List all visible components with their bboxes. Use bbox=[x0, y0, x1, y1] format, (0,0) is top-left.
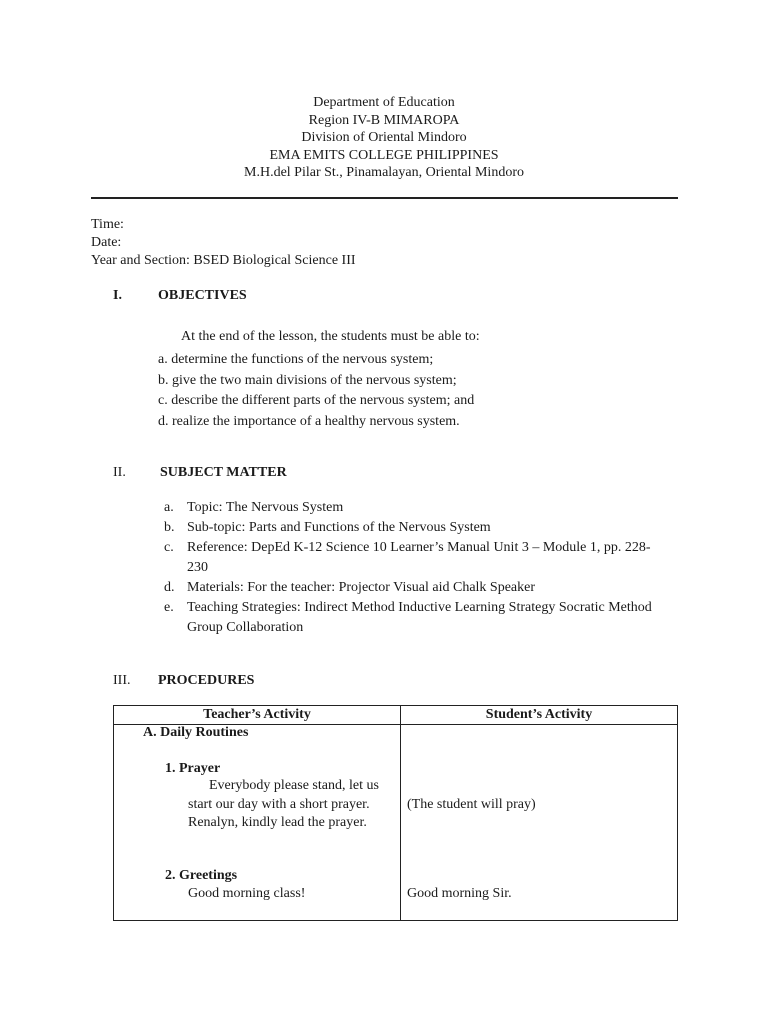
objectives-list bbox=[158, 350, 474, 433]
prayer-text-line1: Everybody please stand, let us bbox=[209, 778, 379, 793]
objectives-intro: At the end of the lesson, the students must be able to: bbox=[181, 329, 480, 344]
time-label: Time: bbox=[91, 217, 124, 232]
greetings-student-text: Good morning Sir. bbox=[407, 886, 512, 901]
date-label: Date: bbox=[91, 235, 122, 250]
procedures-table bbox=[113, 705, 678, 921]
greetings-teacher-text: Good morning class! bbox=[188, 886, 306, 901]
objective-item: d. realize the importance of a healthy nervous system. bbox=[158, 414, 460, 430]
header-divider bbox=[91, 197, 678, 199]
objective-item: a. determine the functions of the nervous system; bbox=[158, 352, 434, 367]
list-text: Reference: DepEd K-12 Science 10 Learner’s Manual Unit 3 – Module 1, pp. 228-230 bbox=[187, 540, 651, 575]
table-header-row bbox=[114, 706, 678, 725]
year-section-label: Year and Section: BSED Biological Science III bbox=[91, 253, 356, 268]
greetings-label: 2. Greetings bbox=[165, 868, 238, 883]
list-marker: d. bbox=[164, 580, 175, 595]
list-item bbox=[164, 518, 664, 538]
list-marker: b. bbox=[164, 520, 175, 535]
table-row bbox=[114, 725, 678, 921]
list-text: Materials: For the teacher: Projector Visual aid Chalk Speaker bbox=[187, 580, 536, 595]
prayer-label: 1. Prayer bbox=[165, 761, 221, 776]
document-header bbox=[0, 94, 768, 182]
objective-item: c. describe the different parts of the nervous system; and bbox=[158, 393, 475, 409]
procedures-heading: PROCEDURES bbox=[158, 673, 255, 688]
list-marker: c. bbox=[164, 540, 174, 555]
objectives-heading: OBJECTIVES bbox=[158, 288, 247, 303]
header-line-school: EMA EMITS COLLEGE PHILIPPINES bbox=[269, 147, 499, 163]
teacher-activity-header: Teacher’s Activity bbox=[114, 706, 401, 725]
header-line-region: Region IV-B MIMAROPA bbox=[308, 112, 460, 128]
list-text: Teaching Strategies: Indirect Method Inductive Learning Strategy Socratic Method Group Collaboration bbox=[187, 600, 652, 635]
subject-matter-heading: SUBJECT MATTER bbox=[160, 465, 287, 480]
list-item bbox=[164, 498, 664, 518]
objective-item: b. give the two main divisions of the nervous system; bbox=[158, 372, 457, 388]
daily-routines-label: A. Daily Routines bbox=[143, 725, 249, 740]
prayer-student-text: (The student will pray) bbox=[407, 797, 536, 812]
teacher-activity-cell bbox=[114, 725, 401, 921]
student-activity-cell bbox=[401, 725, 678, 921]
list-item bbox=[164, 598, 664, 638]
objectives-number: I. bbox=[113, 288, 122, 303]
subject-matter-number: II. bbox=[113, 465, 126, 480]
header-line-address: M.H.del Pilar St., Pinamalayan, Oriental Mindoro bbox=[244, 165, 524, 180]
header-line-department: Department of Education bbox=[313, 95, 455, 110]
list-text: Sub-topic: Parts and Functions of the Nervous System bbox=[187, 520, 491, 535]
prayer-text-line2: start our day with a short prayer. bbox=[188, 797, 370, 812]
list-text: Topic: The Nervous System bbox=[187, 500, 344, 515]
prayer-text-line3: Renalyn, kindly lead the prayer. bbox=[188, 815, 367, 830]
list-item bbox=[164, 578, 664, 598]
list-item bbox=[164, 538, 664, 578]
list-marker: a. bbox=[164, 500, 174, 515]
procedures-number: III. bbox=[113, 673, 131, 688]
subject-matter-list bbox=[164, 498, 664, 638]
lesson-info bbox=[91, 216, 356, 270]
student-activity-header: Student’s Activity bbox=[401, 706, 678, 725]
header-line-division: Division of Oriental Mindoro bbox=[301, 130, 467, 145]
list-marker: e. bbox=[164, 600, 174, 615]
